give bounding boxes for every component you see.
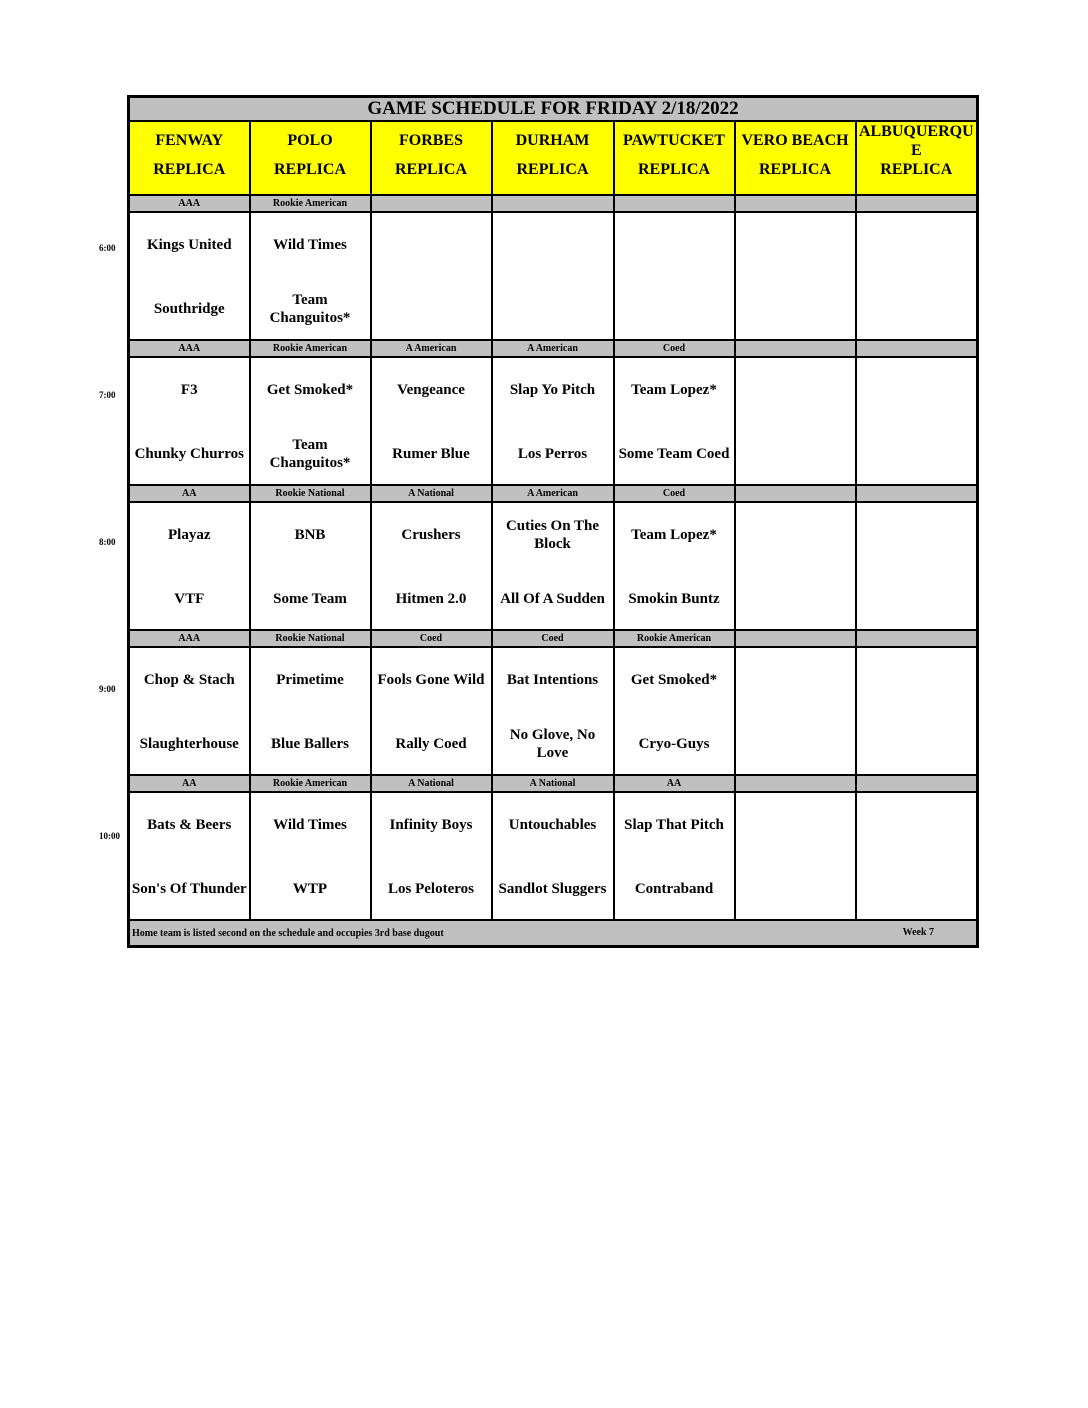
away-team: Wild Times: [273, 817, 347, 833]
division-label: [735, 775, 856, 792]
game-cell: [735, 212, 856, 340]
away-team: Vengeance: [397, 382, 465, 398]
division-label: AAA: [129, 630, 250, 647]
game-row: [129, 647, 978, 775]
game-row: [129, 792, 978, 920]
game-cell: [250, 647, 371, 775]
home-team: [857, 289, 977, 329]
home-team: Cryo-Guys: [638, 736, 710, 752]
division-label: A National: [371, 775, 492, 792]
footer-note: Home team is listed second on the schedule and occupies 3rd base dugout: [132, 927, 444, 939]
game-cell: [250, 792, 371, 920]
home-team: [615, 289, 734, 329]
time-label-slot-1: 7:00: [99, 390, 116, 400]
game-cell: [492, 792, 614, 920]
venue-header-2: [371, 121, 492, 195]
home-team: Sandlot Sluggers: [498, 881, 607, 897]
home-team: Some Team: [273, 591, 347, 607]
away-team: [857, 805, 977, 845]
away-team: [493, 225, 613, 265]
division-label: [856, 195, 978, 212]
division-label: AA: [614, 775, 735, 792]
venue-subtitle: REPLICA: [637, 161, 710, 179]
home-team: Contraband: [634, 881, 714, 897]
away-team: [736, 370, 855, 410]
away-team: Chop & Stach: [143, 672, 235, 688]
division-label: A American: [371, 340, 492, 357]
home-team: [493, 289, 613, 329]
home-team: Blue Ballers: [271, 736, 349, 752]
division-label: Rookie National: [250, 485, 371, 502]
division-row: [129, 630, 978, 647]
game-cell: [735, 357, 856, 485]
home-team: WTP: [292, 881, 328, 897]
game-cell: [735, 502, 856, 630]
game-cell: [856, 502, 978, 630]
home-team: Los Peloteros: [388, 881, 474, 897]
division-label: Rookie American: [250, 775, 371, 792]
time-label-slot-4: 10:00: [99, 831, 120, 841]
home-team: Team Changuitos*: [269, 292, 351, 326]
venue-name: FENWAY: [155, 132, 224, 149]
home-team: Slaughterhouse: [139, 736, 239, 752]
game-cell: [856, 792, 978, 920]
game-cell: [614, 357, 735, 485]
division-label: [735, 630, 856, 647]
venue-header-row: [129, 121, 978, 195]
game-cell: [250, 502, 371, 630]
game-cell: [129, 647, 250, 775]
week-label: Week 7: [902, 927, 935, 938]
home-team: [736, 579, 855, 619]
home-team: [857, 434, 977, 474]
venue-header-4: [614, 121, 735, 195]
away-team: Wild Times: [273, 237, 347, 253]
away-team: [857, 225, 977, 265]
game-cell: [129, 502, 250, 630]
game-cell: [856, 212, 978, 340]
venue-name: PAWTUCKET: [623, 132, 725, 149]
home-team: Some Team Coed: [618, 446, 730, 462]
schedule-title: GAME SCHEDULE FOR FRIDAY 2/18/2022: [129, 97, 978, 122]
division-label: Coed: [492, 630, 614, 647]
title-row: [129, 97, 978, 122]
footer-cell: [129, 920, 978, 947]
game-cell: [856, 357, 978, 485]
home-team: [736, 724, 855, 764]
division-label: [856, 630, 978, 647]
home-team: [857, 869, 977, 909]
division-label: Coed: [371, 630, 492, 647]
division-row: [129, 195, 978, 212]
away-team: Get Smoked*: [266, 382, 354, 398]
game-cell: [492, 502, 614, 630]
home-team: Son's Of Thunder: [131, 881, 247, 897]
division-label: [856, 775, 978, 792]
home-team: [857, 724, 977, 764]
game-cell: [371, 212, 492, 340]
venue-subtitle: REPLICA: [880, 161, 953, 179]
venue-header-6: [856, 121, 978, 195]
division-label: [371, 195, 492, 212]
game-cell: [371, 647, 492, 775]
away-team: Bat Intentions: [506, 672, 599, 688]
home-team: [857, 579, 977, 619]
game-cell: [129, 212, 250, 340]
game-cell: [614, 502, 735, 630]
time-label-slot-2: 8:00: [99, 537, 116, 547]
game-cell: [614, 647, 735, 775]
game-cell: [129, 357, 250, 485]
division-row: [129, 340, 978, 357]
away-team: Slap That Pitch: [624, 817, 724, 833]
game-cell: [614, 792, 735, 920]
home-team: All Of A Sudden: [500, 591, 605, 607]
away-team: [615, 225, 734, 265]
division-label: [856, 340, 978, 357]
game-cell: [129, 792, 250, 920]
home-team: Chunky Churros: [134, 446, 244, 462]
away-team: [736, 805, 855, 845]
game-cell: [250, 357, 371, 485]
venue-name: ALBUQUERQUE: [858, 123, 974, 160]
division-label: [735, 340, 856, 357]
game-schedule-table: [127, 95, 979, 948]
division-row: [129, 485, 978, 502]
away-team: Untouchables: [508, 817, 597, 833]
away-team: Infinity Boys: [389, 817, 473, 833]
division-label: A American: [492, 485, 614, 502]
division-label: [492, 195, 614, 212]
away-team: Team Lopez*: [631, 382, 717, 398]
away-team: [857, 370, 977, 410]
home-team: Smokin Buntz: [628, 591, 720, 607]
division-row: [129, 775, 978, 792]
division-label: Coed: [614, 340, 735, 357]
division-label: [735, 195, 856, 212]
division-label: Coed: [614, 485, 735, 502]
away-team: F3: [180, 382, 198, 398]
division-label: AAA: [129, 340, 250, 357]
home-team: VTF: [174, 591, 205, 607]
division-label: [614, 195, 735, 212]
home-team: Hitmen 2.0: [395, 591, 467, 607]
home-team: [736, 289, 855, 329]
game-cell: [735, 647, 856, 775]
division-label: AA: [129, 485, 250, 502]
division-label: Rookie National: [250, 630, 371, 647]
division-label: [856, 485, 978, 502]
game-row: [129, 212, 978, 340]
division-label: AA: [129, 775, 250, 792]
away-team: [736, 225, 855, 265]
game-cell: [371, 502, 492, 630]
away-team: [857, 515, 977, 555]
away-team: Get Smoked*: [630, 672, 718, 688]
venue-name: VERO BEACH: [741, 132, 849, 149]
venue-subtitle: REPLICA: [273, 161, 346, 179]
game-row: [129, 357, 978, 485]
away-team: [857, 660, 977, 700]
away-team: Bats & Beers: [147, 817, 232, 833]
away-team: Cuties On The Block: [505, 518, 600, 552]
division-label: Rookie American: [614, 630, 735, 647]
venue-name: DURHAM: [515, 132, 590, 149]
game-cell: [614, 212, 735, 340]
venue-subtitle: REPLICA: [758, 161, 831, 179]
away-team: Slap Yo Pitch: [509, 382, 596, 398]
home-team: [736, 434, 855, 474]
game-cell: [492, 647, 614, 775]
home-team: No Glove, No Love: [509, 727, 596, 761]
away-team: Crushers: [401, 527, 461, 543]
division-label: AAA: [129, 195, 250, 212]
division-label: Rookie American: [250, 195, 371, 212]
away-team: Fools Gone Wild: [377, 672, 485, 688]
venue-header-3: [492, 121, 614, 195]
division-label: A American: [492, 340, 614, 357]
away-team: [736, 515, 855, 555]
away-team: Team Lopez*: [631, 527, 717, 543]
game-cell: [250, 212, 371, 340]
game-cell: [371, 792, 492, 920]
game-cell: [856, 647, 978, 775]
away-team: BNB: [294, 527, 326, 543]
footer-row: [129, 920, 978, 947]
venue-header-1: [250, 121, 371, 195]
venue-name: FORBES: [398, 132, 463, 149]
time-label-slot-0: 6:00: [99, 243, 116, 253]
division-label: A National: [492, 775, 614, 792]
away-team: Playaz: [168, 527, 211, 543]
home-team: Los Perros: [517, 446, 588, 462]
game-cell: [492, 212, 614, 340]
venue-subtitle: REPLICA: [516, 161, 589, 179]
home-team: Southridge: [153, 301, 225, 317]
venue-header-0: [129, 121, 250, 195]
division-label: [735, 485, 856, 502]
game-cell: [735, 792, 856, 920]
away-team: [736, 660, 855, 700]
home-team: [372, 289, 491, 329]
home-team: [736, 869, 855, 909]
venue-subtitle: REPLICA: [394, 161, 467, 179]
venue-header-5: [735, 121, 856, 195]
division-label: A National: [371, 485, 492, 502]
away-team: Kings United: [146, 237, 232, 253]
home-team: Rumer Blue: [392, 446, 470, 462]
away-team: [372, 225, 491, 265]
venue-name: POLO: [287, 132, 333, 149]
home-team: Team Changuitos*: [269, 437, 351, 471]
venue-subtitle: REPLICA: [153, 161, 226, 179]
game-cell: [492, 357, 614, 485]
away-team: Primetime: [276, 672, 344, 688]
game-row: [129, 502, 978, 630]
home-team: Rally Coed: [395, 736, 467, 752]
time-label-slot-3: 9:00: [99, 684, 116, 694]
game-cell: [371, 357, 492, 485]
division-label: Rookie American: [250, 340, 371, 357]
